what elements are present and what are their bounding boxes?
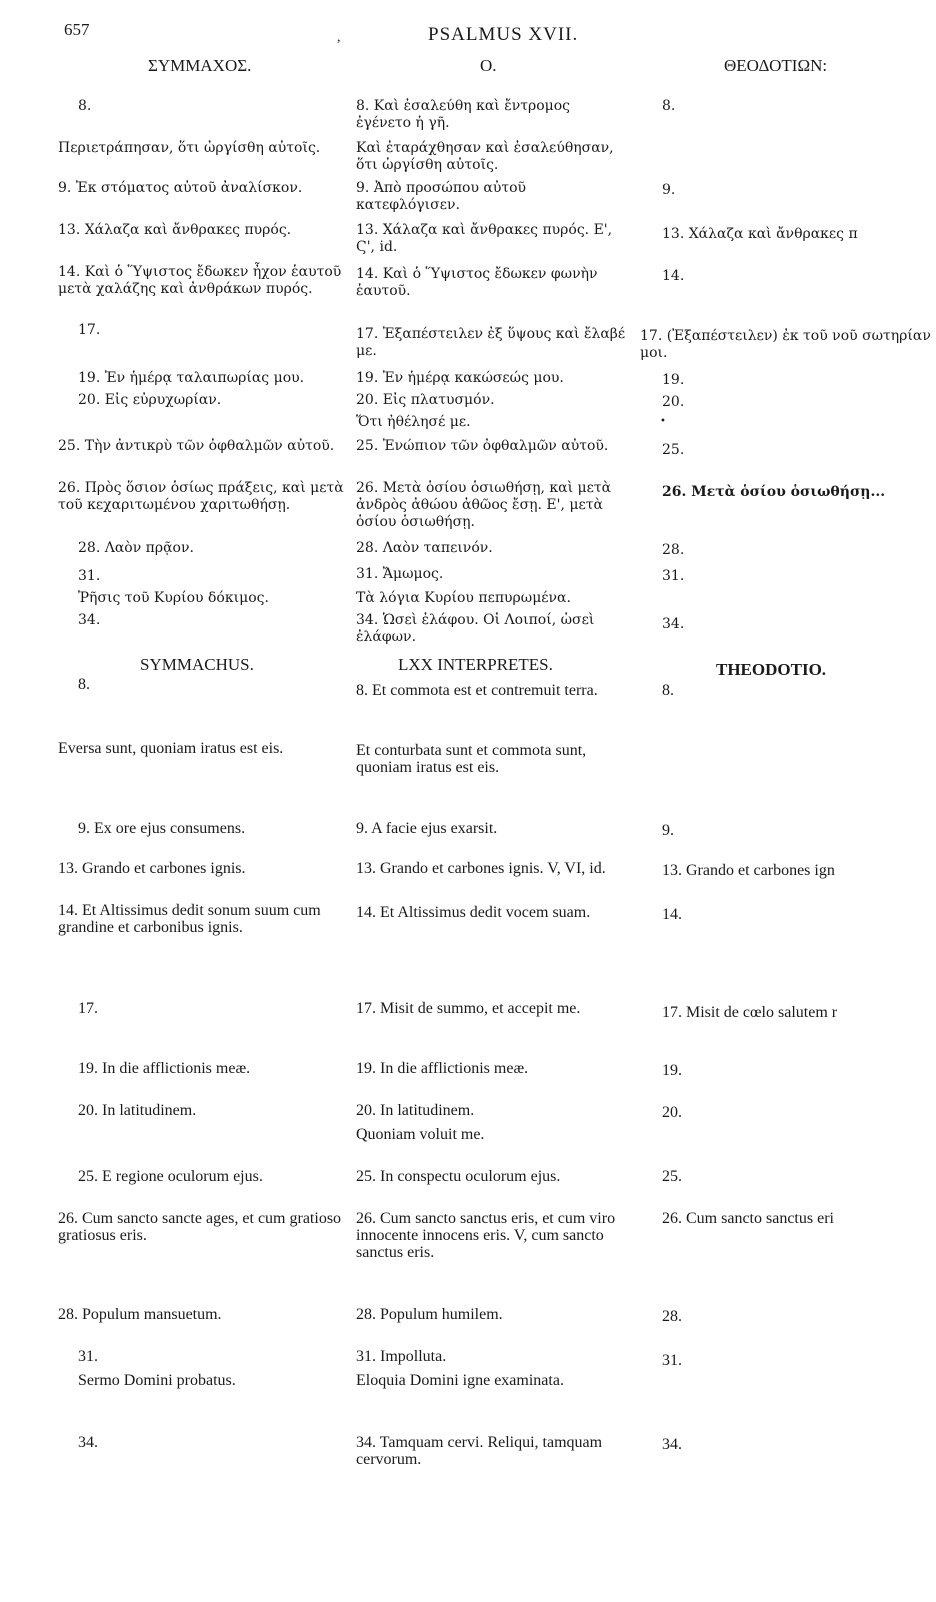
greek-symmachus-line: 20. Εἰς εὐρυχωρίαν. — [78, 392, 222, 408]
greek-symmachus-line: 25. Τὴν ἀντικρὺ τῶν ὀφθαλμῶν αὐτοῦ. — [58, 438, 335, 454]
latin-lxx-line: 26. Cum sancto sanctus eris, et cum viro innocente innocens eris. V, cum sancto sanctus eris. — [356, 1210, 616, 1261]
greek-theodotion-line: 19. — [662, 372, 685, 388]
stray-mark: • — [660, 416, 666, 427]
latin-theodotion-line: 26. Cum sancto sanctus eri — [662, 1210, 834, 1227]
greek-symmachus-line: 8. — [78, 98, 92, 114]
latin-symmachus-line: Eversa sunt, quoniam iratus est eis. — [58, 740, 284, 757]
greek-header-symmachus: ΣΥΜΜΑΧΟΣ. — [148, 56, 252, 75]
latin-lxx-line: Quoniam voluit me. — [356, 1126, 485, 1143]
latin-lxx-line: 31. Impolluta. — [356, 1348, 447, 1365]
greek-symmachus-line: 26. Πρὸς ὅσιον ὁσίως πράξεις, καὶ μετὰ τοῦ κεχαριτωμένου χαριτωθήσῃ. — [58, 480, 344, 513]
latin-lxx-line: 8. Et commota est et contremuit terra. — [356, 682, 598, 699]
latin-theodotion-line: 31. — [662, 1352, 682, 1369]
latin-symmachus-line: 13. Grando et carbones ignis. — [58, 860, 246, 877]
greek-symmachus-line: 14. Καὶ ὁ Ὕψιστος ἔδωκεν ἦχον ἑαυτοῦ μετὰ χαλάζης καὶ ἀνθράκων πυρός. — [58, 264, 342, 297]
greek-lxx-line: 31. Ἄμωμος. — [356, 566, 444, 582]
latin-lxx-line: Eloquia Domini igne examinata. — [356, 1372, 564, 1389]
latin-theodotion-line: 9. — [662, 822, 674, 839]
greek-lxx-line: 34. Ὡσεὶ ἐλάφου. Οἱ Λοιποί, ὡσεὶ ἐλάφων. — [356, 612, 595, 645]
greek-lxx-line: 13. Χάλαζα καὶ ἄνθρακες πυρός. Ε', Ϛ', id. — [356, 222, 613, 255]
greek-theodotion-line: 26. Μετὰ ὁσίου ὁσιωθήσῃ... — [662, 484, 886, 500]
greek-theodotion-line: 14. — [662, 268, 685, 284]
latin-symmachus-line: 14. Et Altissimus dedit sonum suum cum grandine et carbonibus ignis. — [58, 902, 321, 936]
greek-header-lxx: Ο. — [480, 56, 497, 75]
latin-lxx-line: 13. Grando et carbones ignis. V, VI, id. — [356, 860, 606, 877]
greek-symmachus-line: Περιετράπησαν, ὅτι ὠργίσθη αὐτοῖς. — [58, 140, 321, 156]
greek-lxx-line: 14. Καὶ ὁ Ὕψιστος ἔδωκεν φωνὴν ἑαυτοῦ. — [356, 266, 598, 299]
greek-theodotion-line: 9. — [662, 182, 676, 198]
greek-lxx-line: 28. Λαὸν ταπεινόν. — [356, 540, 493, 556]
latin-symmachus-line: 26. Cum sancto sancte ages, et cum gratioso gratiosus eris. — [58, 1210, 342, 1244]
latin-lxx-line: 20. In latitudinem. — [356, 1102, 475, 1119]
latin-theodotion-line: 34. — [662, 1436, 682, 1453]
latin-theodotion-line: 8. — [662, 682, 674, 699]
greek-header-theodotion: ΘΕΟΔΟΤΙΩΝ: — [724, 56, 828, 75]
greek-symmachus-line: 31. — [78, 568, 101, 584]
greek-lxx-line: 8. Καὶ ἐσαλεύθη καὶ ἔντρομος ἐγένετο ἡ γῆ. — [356, 98, 571, 131]
greek-theodotion-line: 31. — [662, 568, 685, 584]
latin-theodotion-line: 20. — [662, 1104, 682, 1121]
greek-lxx-line: 9. Ἀπὸ προσώπου αὐτοῦ κατεφλόγισεν. — [356, 180, 527, 213]
greek-theodotion-line: 8. — [662, 98, 676, 114]
latin-symmachus-line: 17. — [78, 1000, 98, 1017]
greek-symmachus-line: 34. — [78, 612, 101, 628]
latin-header-lxx: LXX INTERPRETES. — [398, 655, 553, 674]
latin-theodotion-line: 19. — [662, 1062, 682, 1079]
latin-symmachus-line: 8. — [78, 676, 90, 693]
greek-theodotion-line: 17. (Ἐξαπέστειλεν) ἐκ τοῦ νοῦ σωτηρίαν μοι. — [640, 328, 931, 361]
latin-theodotion-line: 17. Misit de cœlo salutem r — [662, 1004, 838, 1021]
greek-lxx-line: 17. Ἐξαπέστειλεν ἐξ ὕψους καὶ ἔλαβέ με. — [356, 326, 626, 359]
latin-lxx-line: 28. Populum humilem. — [356, 1306, 503, 1323]
latin-symmachus-line: 28. Populum mansuetum. — [58, 1306, 222, 1323]
greek-symmachus-line: 17. — [78, 322, 101, 338]
latin-symmachus-line: 25. E regione oculorum ejus. — [78, 1168, 263, 1185]
latin-header-theodotion: THEODOTIO. — [716, 660, 827, 679]
latin-symmachus-line: 20. In latitudinem. — [78, 1102, 197, 1119]
greek-theodotion-line: 13. Χάλαζα καὶ ἄνθρακες π — [662, 226, 858, 242]
greek-theodotion-line: 28. — [662, 542, 685, 558]
greek-lxx-line: 25. Ἐνώπιον τῶν ὀφθαλμῶν αὐτοῦ. — [356, 438, 609, 454]
greek-lxx-line: 19. Ἐν ἡμέρᾳ κακώσεώς μου. — [356, 370, 564, 386]
greek-lxx-line: Τὰ λόγια Κυρίου πεπυρωμένα. — [356, 590, 571, 606]
page-number: 657 — [64, 20, 90, 39]
greek-theodotion-line: 25. — [662, 442, 685, 458]
greek-symmachus-line: Ῥῆσις τοῦ Κυρίου δόκιμος. — [78, 590, 269, 606]
latin-symmachus-line: 19. In die afflictionis meæ. — [78, 1060, 251, 1077]
latin-lxx-line: 14. Et Altissimus dedit vocem suam. — [356, 904, 591, 921]
greek-lxx-line: Καὶ ἐταράχθησαν καὶ ἐσαλεύθησαν, ὅτι ὠργίσθη αὐτοῖς. — [356, 140, 614, 173]
latin-lxx-line: 34. Tamquam cervi. Reliqui, tamquam cervorum. — [356, 1434, 603, 1468]
latin-symmachus-line: 9. Ex ore ejus consumens. — [78, 820, 246, 837]
greek-lxx-line: Ὅτι ἠθέλησέ με. — [356, 414, 471, 430]
latin-symmachus-line: 34. — [78, 1434, 98, 1451]
greek-theodotion-line: 20. — [662, 394, 685, 410]
page-title: PSALMUS XVII. — [428, 24, 579, 45]
latin-lxx-line: 25. In conspectu oculorum ejus. — [356, 1168, 561, 1185]
page-mark: , — [337, 30, 341, 45]
latin-lxx-line: 17. Misit de summo, et accepit me. — [356, 1000, 581, 1017]
latin-symmachus-line: 31. — [78, 1348, 98, 1365]
greek-lxx-line: 20. Εἰς πλατυσμόν. — [356, 392, 495, 408]
greek-symmachus-line: 13. Χάλαζα καὶ ἄνθρακες πυρός. — [58, 222, 292, 238]
latin-lxx-line: 19. In die afflictionis meæ. — [356, 1060, 529, 1077]
latin-theodotion-line: 14. — [662, 906, 682, 923]
greek-symmachus-line: 28. Λαὸν πρᾷον. — [78, 540, 194, 556]
greek-lxx-line: 26. Μετὰ ὁσίου ὁσιωθήσῃ, καὶ μετὰ ἀνδρὸς ἀθώου ἀθῶος ἔσῃ. Ε', μετὰ ὁσίου ὁσιωθήσῃ. — [356, 480, 612, 530]
latin-theodotion-line: 13. Grando et carbones ign — [662, 862, 835, 879]
greek-symmachus-line: 9. Ἐκ στόματος αὐτοῦ ἀναλίσκον. — [58, 180, 303, 196]
latin-symmachus-line: Sermo Domini probatus. — [78, 1372, 236, 1389]
latin-header-symmachus: SYMMACHUS. — [140, 655, 254, 674]
greek-theodotion-line: 34. — [662, 616, 685, 632]
latin-lxx-line: 9. A facie ejus exarsit. — [356, 820, 498, 837]
latin-theodotion-line: 28. — [662, 1308, 682, 1325]
latin-theodotion-line: 25. — [662, 1168, 682, 1185]
latin-lxx-line: Et conturbata sunt et commota sunt, quoniam iratus est eis. — [356, 742, 587, 776]
greek-symmachus-line: 19. Ἐν ἡμέρᾳ ταλαιπωρίας μου. — [78, 370, 305, 386]
